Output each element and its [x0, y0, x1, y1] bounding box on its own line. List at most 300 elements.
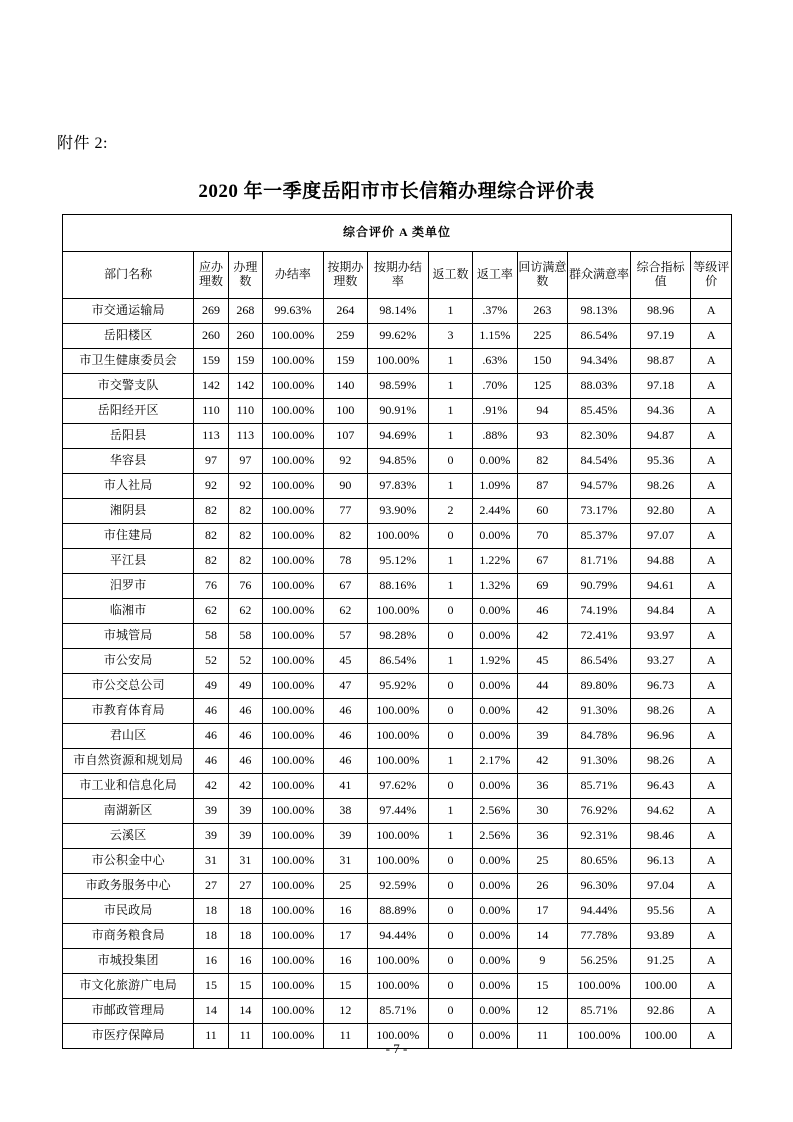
cell-value: 0.00%: [473, 724, 517, 749]
cell-value: 98.28%: [368, 624, 429, 649]
cell-dept-name: 市公安局: [63, 649, 194, 674]
cell-value: 93.89: [630, 924, 691, 949]
cell-value: 15: [323, 974, 367, 999]
cell-value: 100.00%: [263, 474, 324, 499]
cell-value: 1: [428, 649, 472, 674]
cell-value: 38: [323, 799, 367, 824]
cell-value: 100.00%: [368, 724, 429, 749]
cell-value: 159: [194, 349, 228, 374]
cell-value: 113: [228, 424, 262, 449]
cell-value: 0: [428, 524, 472, 549]
cell-dept-name: 汨罗市: [63, 574, 194, 599]
cell-value: 11: [194, 1024, 228, 1049]
cell-value: 46: [194, 749, 228, 774]
cell-value: 46: [228, 724, 262, 749]
cell-value: 82: [323, 524, 367, 549]
cell-value: 0.00%: [473, 874, 517, 899]
cell-value: 46: [323, 699, 367, 724]
cell-value: 11: [228, 1024, 262, 1049]
cell-value: 100.00%: [368, 824, 429, 849]
cell-value: 2.44%: [473, 499, 517, 524]
cell-dept-name: 华容县: [63, 449, 194, 474]
cell-value: A: [691, 424, 732, 449]
cell-value: 1.09%: [473, 474, 517, 499]
cell-value: 45: [517, 649, 568, 674]
cell-dept-name: 市邮政管理局: [63, 999, 194, 1024]
cell-value: A: [691, 774, 732, 799]
cell-value: 100.00%: [263, 424, 324, 449]
cell-value: 100.00%: [263, 374, 324, 399]
cell-value: 82.30%: [568, 424, 631, 449]
cell-value: 77: [323, 499, 367, 524]
cell-value: A: [691, 324, 732, 349]
cell-value: A: [691, 524, 732, 549]
table-row: [63, 899, 732, 924]
cell-value: 97.18: [630, 374, 691, 399]
cell-value: 62: [323, 599, 367, 624]
cell-value: 47: [323, 674, 367, 699]
cell-value: .37%: [473, 299, 517, 324]
cell-value: 26: [517, 874, 568, 899]
cell-value: 57: [323, 624, 367, 649]
cell-value: 17: [517, 899, 568, 924]
cell-value: 42: [517, 749, 568, 774]
cell-value: 110: [228, 399, 262, 424]
cell-value: 225: [517, 324, 568, 349]
column-header-rework-count: 返工数: [428, 252, 472, 299]
cell-value: 0: [428, 874, 472, 899]
cell-value: 0: [428, 1024, 472, 1049]
cell-value: 92.80: [630, 499, 691, 524]
cell-value: 39: [323, 824, 367, 849]
cell-dept-name: 平江县: [63, 549, 194, 574]
cell-value: 100.00%: [263, 774, 324, 799]
cell-value: 94.84: [630, 599, 691, 624]
table-row: [63, 424, 732, 449]
cell-value: 100.00%: [368, 949, 429, 974]
cell-value: 46: [194, 724, 228, 749]
cell-value: 31: [323, 849, 367, 874]
cell-dept-name: 岳阳楼区: [63, 324, 194, 349]
column-header-should-handle: 应办理数: [194, 252, 228, 299]
cell-value: 100.00%: [368, 699, 429, 724]
cell-value: 1: [428, 374, 472, 399]
table-row: [63, 799, 732, 824]
cell-value: 97.62%: [368, 774, 429, 799]
cell-dept-name: 岳阳县: [63, 424, 194, 449]
table-header-row: [63, 252, 732, 299]
cell-value: A: [691, 399, 732, 424]
cell-value: 15: [194, 974, 228, 999]
cell-dept-name: 市民政局: [63, 899, 194, 924]
cell-value: 150: [517, 349, 568, 374]
cell-value: 0.00%: [473, 849, 517, 874]
cell-value: 97.19: [630, 324, 691, 349]
cell-value: 90.91%: [368, 399, 429, 424]
cell-value: 159: [228, 349, 262, 374]
cell-value: 46: [517, 599, 568, 624]
cell-value: 100.00%: [263, 799, 324, 824]
evaluation-table-container: [62, 214, 732, 1049]
table-body: [63, 299, 732, 1049]
cell-value: 88.03%: [568, 374, 631, 399]
cell-value: 0.00%: [473, 524, 517, 549]
cell-value: 91.25: [630, 949, 691, 974]
cell-value: 260: [194, 324, 228, 349]
cell-value: 73.17%: [568, 499, 631, 524]
cell-value: 97.44%: [368, 799, 429, 824]
cell-value: A: [691, 499, 732, 524]
cell-value: 0.00%: [473, 449, 517, 474]
cell-value: 264: [323, 299, 367, 324]
cell-value: 0.00%: [473, 1024, 517, 1049]
cell-value: 46: [323, 724, 367, 749]
cell-value: 82: [228, 549, 262, 574]
cell-value: 94.62: [630, 799, 691, 824]
cell-value: 94.85%: [368, 449, 429, 474]
cell-value: A: [691, 674, 732, 699]
cell-value: 100.00%: [368, 599, 429, 624]
cell-value: 39: [228, 799, 262, 824]
cell-value: 25: [323, 874, 367, 899]
cell-value: 84.54%: [568, 449, 631, 474]
cell-value: .70%: [473, 374, 517, 399]
cell-dept-name: 市文化旅游广电局: [63, 974, 194, 999]
cell-value: 100.00%: [263, 649, 324, 674]
table-head: [63, 215, 732, 299]
cell-value: 42: [517, 624, 568, 649]
cell-value: 39: [194, 824, 228, 849]
cell-value: 72.41%: [568, 624, 631, 649]
table-row: [63, 349, 732, 374]
cell-value: 94.36: [630, 399, 691, 424]
cell-value: 100.00%: [263, 549, 324, 574]
cell-value: 94.61: [630, 574, 691, 599]
cell-value: 0: [428, 699, 472, 724]
cell-value: 96.43: [630, 774, 691, 799]
cell-value: 0: [428, 999, 472, 1024]
table-row: [63, 649, 732, 674]
cell-dept-name: 市城管局: [63, 624, 194, 649]
cell-value: 2.56%: [473, 799, 517, 824]
cell-value: 263: [517, 299, 568, 324]
cell-value: 86.54%: [568, 649, 631, 674]
table-row: [63, 724, 732, 749]
cell-value: 98.96: [630, 299, 691, 324]
section-title: 综合评价 A 类单位: [63, 215, 732, 252]
cell-value: 268: [228, 299, 262, 324]
cell-value: 82: [194, 524, 228, 549]
cell-value: 86.54%: [368, 649, 429, 674]
cell-value: 62: [228, 599, 262, 624]
cell-value: 140: [323, 374, 367, 399]
cell-value: 99.63%: [263, 299, 324, 324]
cell-value: 1: [428, 574, 472, 599]
cell-value: 94.34%: [568, 349, 631, 374]
cell-value: A: [691, 999, 732, 1024]
cell-dept-name: 市城投集团: [63, 949, 194, 974]
cell-value: 0: [428, 674, 472, 699]
cell-value: 98.59%: [368, 374, 429, 399]
cell-value: 92: [228, 474, 262, 499]
table-row: [63, 974, 732, 999]
cell-value: 30: [517, 799, 568, 824]
cell-value: 39: [517, 724, 568, 749]
cell-value: 1: [428, 474, 472, 499]
column-header-dept: 部门名称: [63, 252, 194, 299]
cell-value: 90: [323, 474, 367, 499]
cell-value: 12: [323, 999, 367, 1024]
cell-value: 91.30%: [568, 699, 631, 724]
cell-value: A: [691, 549, 732, 574]
cell-value: 46: [228, 749, 262, 774]
cell-value: 1.15%: [473, 324, 517, 349]
cell-value: 56.25%: [568, 949, 631, 974]
cell-dept-name: 南湖新区: [63, 799, 194, 824]
table-row: [63, 499, 732, 524]
column-header-grade: 等级评价: [691, 252, 732, 299]
cell-value: 46: [194, 699, 228, 724]
cell-value: 9: [517, 949, 568, 974]
cell-value: 0.00%: [473, 674, 517, 699]
cell-value: 269: [194, 299, 228, 324]
table-row: [63, 924, 732, 949]
cell-value: 42: [228, 774, 262, 799]
cell-value: 69: [517, 574, 568, 599]
cell-value: 1: [428, 549, 472, 574]
cell-value: 88.89%: [368, 899, 429, 924]
cell-value: 1: [428, 749, 472, 774]
cell-value: 125: [517, 374, 568, 399]
cell-value: 96.73: [630, 674, 691, 699]
cell-value: 100.00%: [263, 499, 324, 524]
table-row: [63, 824, 732, 849]
cell-value: 16: [323, 949, 367, 974]
cell-dept-name: 市公积金中心: [63, 849, 194, 874]
cell-value: 100.00%: [263, 624, 324, 649]
cell-value: 98.14%: [368, 299, 429, 324]
cell-value: 100.00%: [368, 1024, 429, 1049]
cell-value: 92.59%: [368, 874, 429, 899]
cell-value: 1: [428, 799, 472, 824]
cell-value: 81.71%: [568, 549, 631, 574]
column-header-ontime-handled: 按期办理数: [323, 252, 367, 299]
cell-value: 0.00%: [473, 974, 517, 999]
cell-value: 1: [428, 399, 472, 424]
cell-value: 17: [323, 924, 367, 949]
cell-value: 67: [517, 549, 568, 574]
cell-value: 94.69%: [368, 424, 429, 449]
table-row: [63, 524, 732, 549]
cell-dept-name: 云溪区: [63, 824, 194, 849]
cell-value: 15: [517, 974, 568, 999]
cell-value: 100.00%: [263, 999, 324, 1024]
cell-value: 90.79%: [568, 574, 631, 599]
cell-value: 84.78%: [568, 724, 631, 749]
cell-value: 27: [194, 874, 228, 899]
cell-value: 74.19%: [568, 599, 631, 624]
cell-value: 97.83%: [368, 474, 429, 499]
cell-value: 11: [517, 1024, 568, 1049]
cell-dept-name: 市教育体育局: [63, 699, 194, 724]
cell-value: 2: [428, 499, 472, 524]
cell-dept-name: 市交警支队: [63, 374, 194, 399]
cell-value: 99.62%: [368, 324, 429, 349]
cell-value: 18: [194, 899, 228, 924]
cell-value: 97.04: [630, 874, 691, 899]
cell-value: 100.00: [630, 974, 691, 999]
cell-value: 60: [517, 499, 568, 524]
cell-value: 1: [428, 824, 472, 849]
cell-value: 260: [228, 324, 262, 349]
cell-dept-name: 市住建局: [63, 524, 194, 549]
cell-value: 11: [323, 1024, 367, 1049]
cell-value: .91%: [473, 399, 517, 424]
cell-value: 100.00%: [368, 349, 429, 374]
cell-value: 0: [428, 899, 472, 924]
cell-value: 0.00%: [473, 999, 517, 1024]
cell-value: 100.00%: [263, 924, 324, 949]
cell-value: 62: [194, 599, 228, 624]
cell-value: .88%: [473, 424, 517, 449]
cell-dept-name: 临湘市: [63, 599, 194, 624]
column-header-ontime-rate: 按期办结率: [368, 252, 429, 299]
cell-value: 82: [194, 499, 228, 524]
column-header-revisit-satisfied: 回访满意数: [517, 252, 568, 299]
cell-value: 0: [428, 774, 472, 799]
cell-value: 100.00%: [368, 849, 429, 874]
cell-value: 100.00%: [568, 974, 631, 999]
cell-value: 94.44%: [368, 924, 429, 949]
cell-value: 1.32%: [473, 574, 517, 599]
cell-value: 0: [428, 974, 472, 999]
column-header-composite-index: 综合指标值: [630, 252, 691, 299]
cell-value: 1.92%: [473, 649, 517, 674]
cell-value: 94.44%: [568, 899, 631, 924]
cell-value: 85.71%: [568, 774, 631, 799]
table-row: [63, 574, 732, 599]
cell-value: 46: [323, 749, 367, 774]
cell-value: 82: [228, 499, 262, 524]
table-row: [63, 674, 732, 699]
table-row: [63, 324, 732, 349]
cell-value: 76: [194, 574, 228, 599]
cell-value: 58: [194, 624, 228, 649]
cell-value: 16: [323, 899, 367, 924]
cell-value: A: [691, 299, 732, 324]
cell-value: A: [691, 624, 732, 649]
attachment-label: 附件 2:: [57, 135, 108, 152]
cell-value: 100.00%: [263, 399, 324, 424]
cell-value: 100.00%: [263, 324, 324, 349]
column-header-rework-rate: 返工率: [473, 252, 517, 299]
cell-value: 97.07: [630, 524, 691, 549]
cell-value: 18: [228, 924, 262, 949]
cell-value: A: [691, 799, 732, 824]
cell-dept-name: 市医疗保障局: [63, 1024, 194, 1049]
cell-value: 142: [194, 374, 228, 399]
cell-value: 95.56: [630, 899, 691, 924]
table-row: [63, 849, 732, 874]
cell-value: 67: [323, 574, 367, 599]
cell-value: 93.90%: [368, 499, 429, 524]
cell-value: 16: [228, 949, 262, 974]
cell-value: 76.92%: [568, 799, 631, 824]
cell-value: 100.00%: [263, 974, 324, 999]
cell-value: A: [691, 449, 732, 474]
cell-value: 100.00%: [263, 824, 324, 849]
cell-value: 259: [323, 324, 367, 349]
cell-value: 92.31%: [568, 824, 631, 849]
cell-value: 0: [428, 724, 472, 749]
cell-value: .63%: [473, 349, 517, 374]
cell-value: 94: [517, 399, 568, 424]
cell-value: 100.00%: [263, 574, 324, 599]
cell-value: 2.17%: [473, 749, 517, 774]
cell-value: 96.96: [630, 724, 691, 749]
cell-value: 98.26: [630, 474, 691, 499]
cell-value: 100: [323, 399, 367, 424]
cell-value: 0.00%: [473, 699, 517, 724]
cell-value: 1: [428, 349, 472, 374]
cell-dept-name: 市政务服务中心: [63, 874, 194, 899]
cell-dept-name: 市商务粮食局: [63, 924, 194, 949]
cell-value: 0: [428, 449, 472, 474]
cell-value: 94.88: [630, 549, 691, 574]
cell-value: 100.00%: [263, 849, 324, 874]
cell-dept-name: 市人社局: [63, 474, 194, 499]
table-row: [63, 749, 732, 774]
cell-value: 0.00%: [473, 924, 517, 949]
cell-value: 100.00: [630, 1024, 691, 1049]
cell-value: 93: [517, 424, 568, 449]
cell-value: A: [691, 1024, 732, 1049]
page-title: 2020 年一季度岳阳市市长信箱办理综合评价表: [198, 181, 595, 202]
cell-value: 76: [228, 574, 262, 599]
cell-dept-name: 市公交总公司: [63, 674, 194, 699]
cell-value: 87: [517, 474, 568, 499]
cell-value: 85.71%: [568, 999, 631, 1024]
cell-value: A: [691, 899, 732, 924]
cell-value: 2.56%: [473, 824, 517, 849]
cell-value: 39: [228, 824, 262, 849]
cell-dept-name: 湘阴县: [63, 499, 194, 524]
cell-value: 45: [323, 649, 367, 674]
cell-value: 58: [228, 624, 262, 649]
cell-value: 100.00%: [263, 349, 324, 374]
cell-value: 98.13%: [568, 299, 631, 324]
cell-value: 0.00%: [473, 599, 517, 624]
cell-value: 18: [228, 899, 262, 924]
cell-value: 142: [228, 374, 262, 399]
cell-value: 92: [194, 474, 228, 499]
column-header-completion-rate: 办结率: [263, 252, 324, 299]
cell-value: 46: [228, 699, 262, 724]
cell-value: 0.00%: [473, 624, 517, 649]
cell-value: 159: [323, 349, 367, 374]
cell-value: 3: [428, 324, 472, 349]
cell-value: 14: [194, 999, 228, 1024]
cell-value: 93.97: [630, 624, 691, 649]
cell-value: A: [691, 749, 732, 774]
page-number: - 7 -: [385, 1041, 408, 1056]
cell-value: 1.22%: [473, 549, 517, 574]
table-row: [63, 399, 732, 424]
cell-value: A: [691, 874, 732, 899]
cell-value: 97: [194, 449, 228, 474]
cell-value: 82: [517, 449, 568, 474]
cell-value: 27: [228, 874, 262, 899]
